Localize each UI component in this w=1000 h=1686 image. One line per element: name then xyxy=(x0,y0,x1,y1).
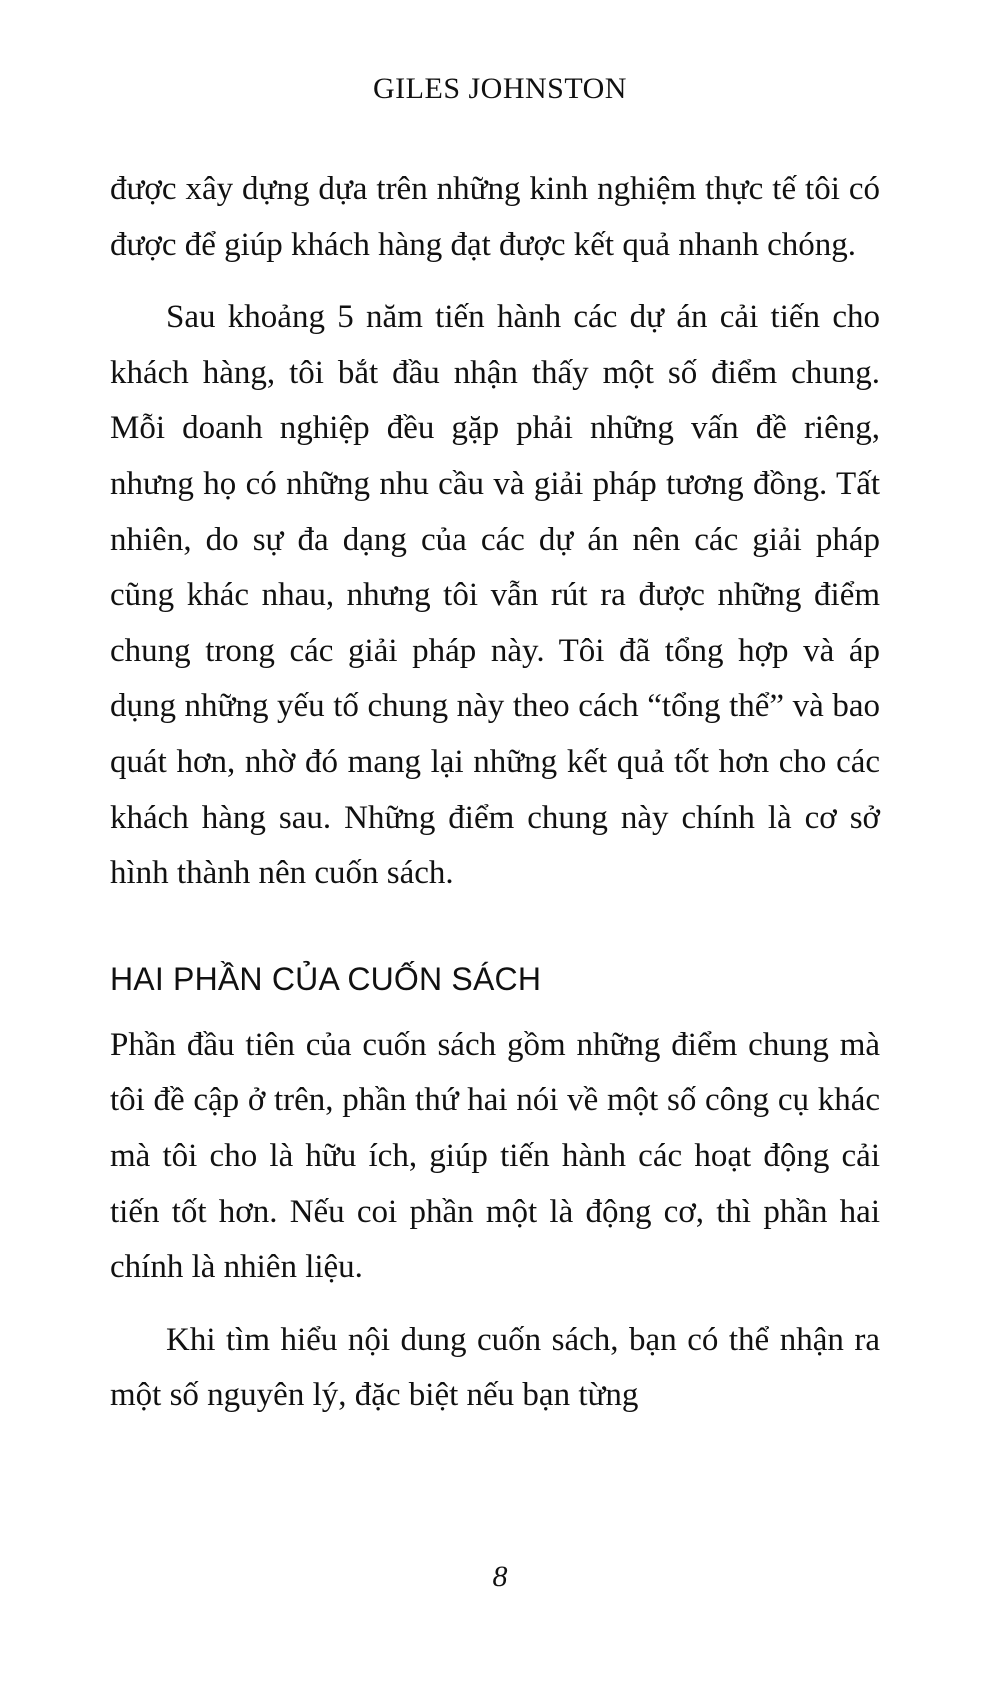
section-heading: HAI PHẦN CỦA CUỐN SÁCH xyxy=(110,960,542,997)
paragraph xyxy=(110,1313,880,1424)
text-line: hơn, nhờ đó mang lại những kết quả tốt hơn cho xyxy=(176,743,827,780)
text-line: nhận ra một số nguyên lý, đặc biệt nếu bạn từng xyxy=(110,1321,880,1414)
text-line: án nên các giải pháp cũng khác nhau, nhưng tôi xyxy=(110,521,880,614)
paragraph xyxy=(110,1018,880,1296)
text-line: hành các hoạt động cải tiến tốt hơn. Nếu coi phần xyxy=(110,1137,880,1230)
text-line: Phần đầu tiên của cuốn sách gồm những điểm xyxy=(110,1026,738,1063)
text-line: một số công cụ khác mà tôi cho là hữu ích, giúp tiến xyxy=(110,1082,880,1174)
text-line: một là động cơ, thì phần hai chính là nhiên liệu. xyxy=(110,1193,881,1286)
running-head: GILES JOHNSTON xyxy=(373,72,627,105)
text-line: tố chung này theo cách “tổng thể” và bao quát xyxy=(110,688,880,780)
text-line: Sau khoảng 5 năm tiến hành các dự án cải tiến xyxy=(166,299,821,336)
text-line: đề riêng, nhưng họ có những nhu cầu và giải pháp xyxy=(110,410,880,502)
text-line: tương đồng. Tất nhiên, do sự đa dạng của các dự xyxy=(110,465,881,558)
body-text xyxy=(110,162,880,1441)
paragraph xyxy=(110,290,880,902)
text-line: Khi tìm hiểu nội dung cuốn sách, bạn có thể xyxy=(166,1321,770,1358)
paragraph-continued xyxy=(110,162,880,273)
text-line: chung mà tôi đề cập ở trên, phần thứ hai nói về xyxy=(110,1026,881,1119)
text-line: pháp này. Tôi đã tổng hợp và áp dụng những yếu xyxy=(110,632,881,725)
text-line: các khách hàng sau. Những điểm chung này chính xyxy=(110,743,881,836)
text-line: vẫn rút ra được những điểm chung trong các giải xyxy=(110,577,881,669)
text-line: được xây dựng dựa trên những kinh nghiệm thực xyxy=(110,171,764,207)
text-line: chung. Mỗi doanh nghiệp đều gặp phải những vấn xyxy=(110,354,880,447)
page-number: 8 xyxy=(492,1560,508,1593)
text-line: quả nhanh chóng. xyxy=(622,226,857,263)
text-line: là cơ sở hình thành nên cuốn sách. xyxy=(110,799,880,892)
text-line: cho khách hàng, tôi bắt đầu nhận thấy một số điểm xyxy=(110,299,881,391)
text-line: tế tôi có được để giúp khách hàng đạt được kết xyxy=(110,171,881,263)
